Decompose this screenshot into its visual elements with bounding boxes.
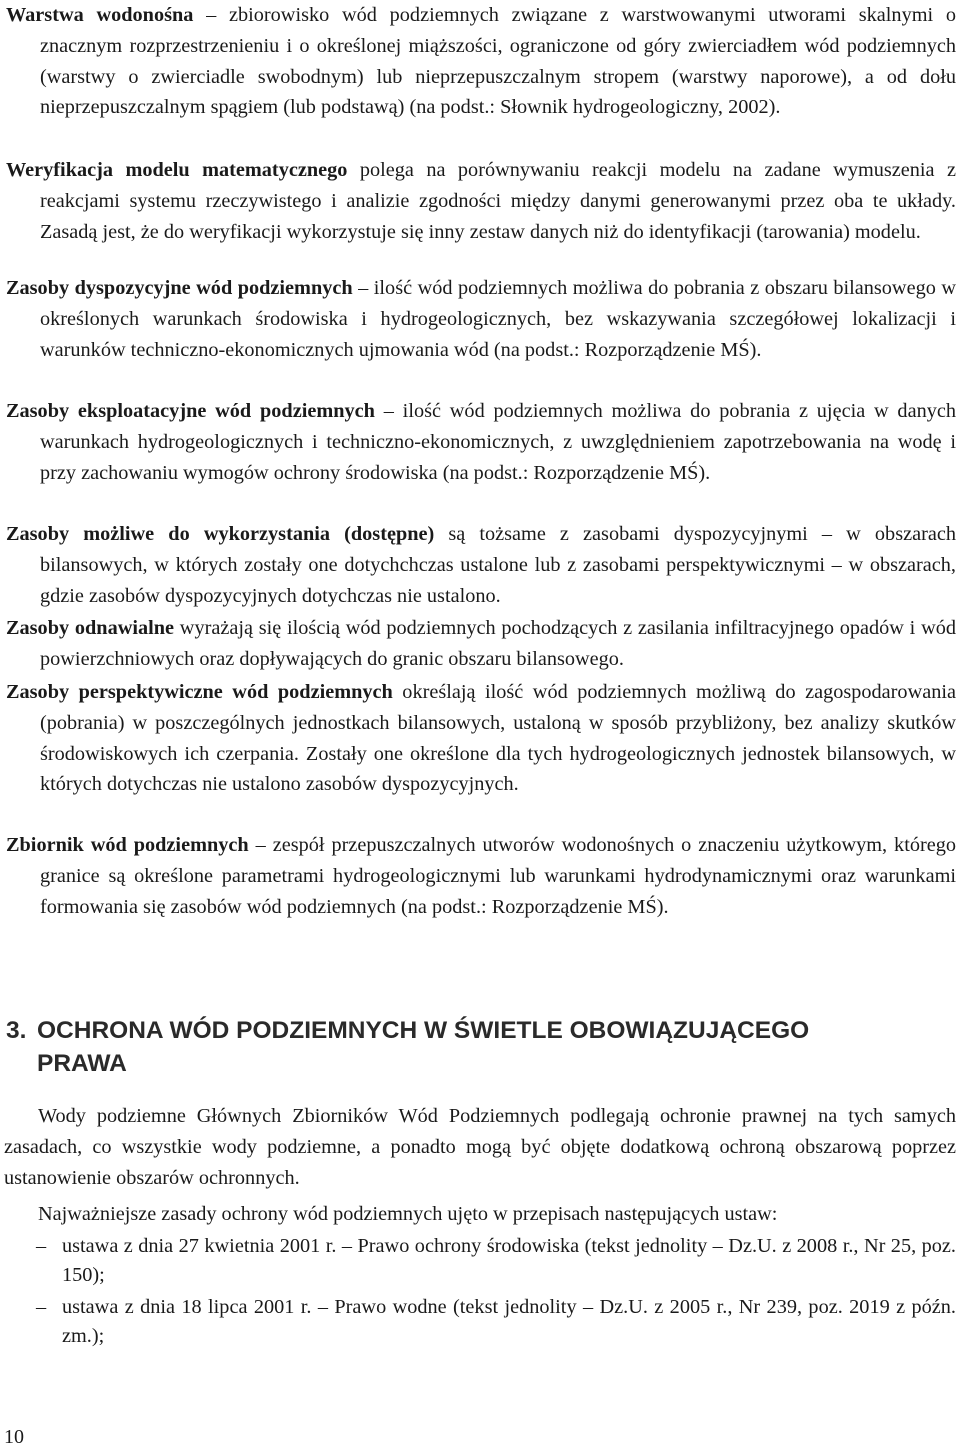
- glossary-definition: wyrażają się ilością wód podziemnych pochodzących z zasilania infiltracyjnego opadów i wód powierzchniowych oraz dopływających do granic obszaru bilansowego.: [40, 617, 956, 670]
- glossary-entry-warstwa-wodonosna: [6, 0, 956, 123]
- list-dash: –: [36, 1296, 47, 1318]
- section-title-line2: PRAWA: [37, 1050, 127, 1077]
- section-title-line1: OCHRONA WÓD PODZIEMNYCH W ŚWIETLE OBOWIĄZUJĄCEGO: [37, 1017, 810, 1044]
- glossary-definition: – zbiorowisko wód podziemnych związane z warstwowanymi utworami skalnymi o znacznym rozprzestrzenieniu i o określonej miąższości, ograniczone od góry zwierciadłem wód podziemnych (warstwy o zwierciadle swobodnym) lub nieprzepuszczalnym stropem (warstwy naporowe), a od dołu nieprzepuszczalnym spągiem (lub podstawą) (na podst.: Słownik hydrogeologiczny, 2002).: [40, 4, 956, 119]
- list-item: [4, 1293, 956, 1351]
- glossary-definition: są tożsame z zasobami dyspozycyjnymi – w obszarach bilansowych, w których zostały one dotychchczas ustalone lub z zasobami perspektywicznymi – w obszarach, gdzie zasobów dyspozycyjnych dotychczas nie ustalono.: [40, 523, 956, 607]
- glossary-entry-zasoby-odnawialne: [6, 613, 956, 675]
- glossary-term: Zasoby odnawialne: [6, 617, 175, 639]
- glossary-entry-zasoby-dyspozycyjne: [6, 273, 956, 365]
- section-heading: [6, 1014, 936, 1080]
- glossary-term: Zasoby możliwe do wykorzystania (dostępne): [6, 523, 435, 545]
- list-item: [4, 1232, 956, 1290]
- glossary-entry-zasoby-eksploatacyjne: [6, 396, 956, 488]
- glossary-definition: polega na porównywaniu reakcji modelu na zadane wymuszenia z reakcjami systemu rzeczywistego i analizie zgodności między danymi generowanymi przez oba te układy. Zasadą jest, że do weryfikacji wykorzystuje się inny zestaw danych niż do identyfikacji (tarowania) modelu.: [40, 159, 956, 243]
- glossary-definition: – ilość wód podziemnych możliwa do pobrania z obszaru bilansowego w określonych warunkach środowiska i hydrogeologicznych, bez wskazywania szczegółowej lokalizacji i warunków techniczno-ekonomicznych ujmowania wód (na podst.: Rozporządzenie MŚ).: [40, 277, 956, 361]
- glossary-definition: – zespół przepuszczalnych utworów wodonośnych o znaczeniu użytkowym, którego granice są określone parametrami hydrogeologicznymi lub warunkami hydrodynamicznymi oraz warunkami formowania się zasobów wód podziemnych (na podst.: Rozporządzenie MŚ).: [40, 834, 957, 918]
- glossary-term: Zasoby eksploatacyjne wód podziemnych: [6, 400, 375, 422]
- glossary-entry-zasoby-perspektywiczne: [6, 677, 956, 800]
- glossary-definition: – ilość wód podziemnych możliwa do pobrania z ujęcia w danych warunkach hydrogeologicznych i techniczno-ekonomicznych, z uwzględnieniem zapotrzebowania na wodę i przy zachowaniu wymogów ochrony środowiska (na podst.: Rozporządzenie MŚ).: [40, 400, 957, 484]
- glossary-entry-weryfikacja-modelu: [6, 155, 956, 247]
- page-number: 10: [4, 1426, 24, 1448]
- glossary-term: Warstwa wodonośna: [6, 4, 194, 26]
- glossary-term: Zasoby perspektywiczne wód podziemnych: [6, 681, 393, 703]
- section-number: 3.: [6, 1017, 27, 1044]
- list-dash: –: [36, 1235, 47, 1257]
- list-item-text: ustawa z dnia 27 kwietnia 2001 r. – Prawo ochrony środowiska (tekst jednolity – Dz.U. z 2008 r., Nr 25, poz. 150);: [62, 1235, 956, 1286]
- list-item-text: ustawa z dnia 18 lipca 2001 r. – Prawo wodne (tekst jednolity – Dz.U. z 2005 r., Nr 239, poz. 2019 z późn. zm.);: [62, 1296, 956, 1347]
- glossary-term: Weryfikacja modelu matematycznego: [6, 159, 348, 181]
- glossary-term: Zasoby dyspozycyjne wód podziemnych: [6, 277, 353, 299]
- glossary-definition: określają ilość wód podziemnych możliwą do zagospodarowania (pobrania) w poszczególnych jednostkach bilansowych, ustaloną w sposób przybliżony, bez analizy skutków środowiskowych ich czerpania. Zostały one określone dla tych hydrogeologicznych jednostek bilansowych, w których dotychczas nie ustalono zasobów dyspozycyjnych.: [40, 681, 957, 796]
- glossary-entry-zasoby-mozliwe: [6, 519, 956, 611]
- glossary-entry-zbiornik-wod: [6, 830, 956, 922]
- body-paragraph: Najważniejsze zasady ochrony wód podziemnych ujęto w przepisach następujących ustaw:: [38, 1203, 778, 1225]
- body-paragraph: Wody podziemne Głównych Zbiorników Wód Podziemnych podlegają ochronie prawnej na tych samych zasadach, co wszystkie wody podziemne, a ponadto mogą być objęte dodatkową ochroną obszarową poprzez ustanowienie obszarów ochronnych.: [4, 1105, 956, 1189]
- glossary-term: Zbiornik wód podziemnych: [6, 834, 249, 856]
